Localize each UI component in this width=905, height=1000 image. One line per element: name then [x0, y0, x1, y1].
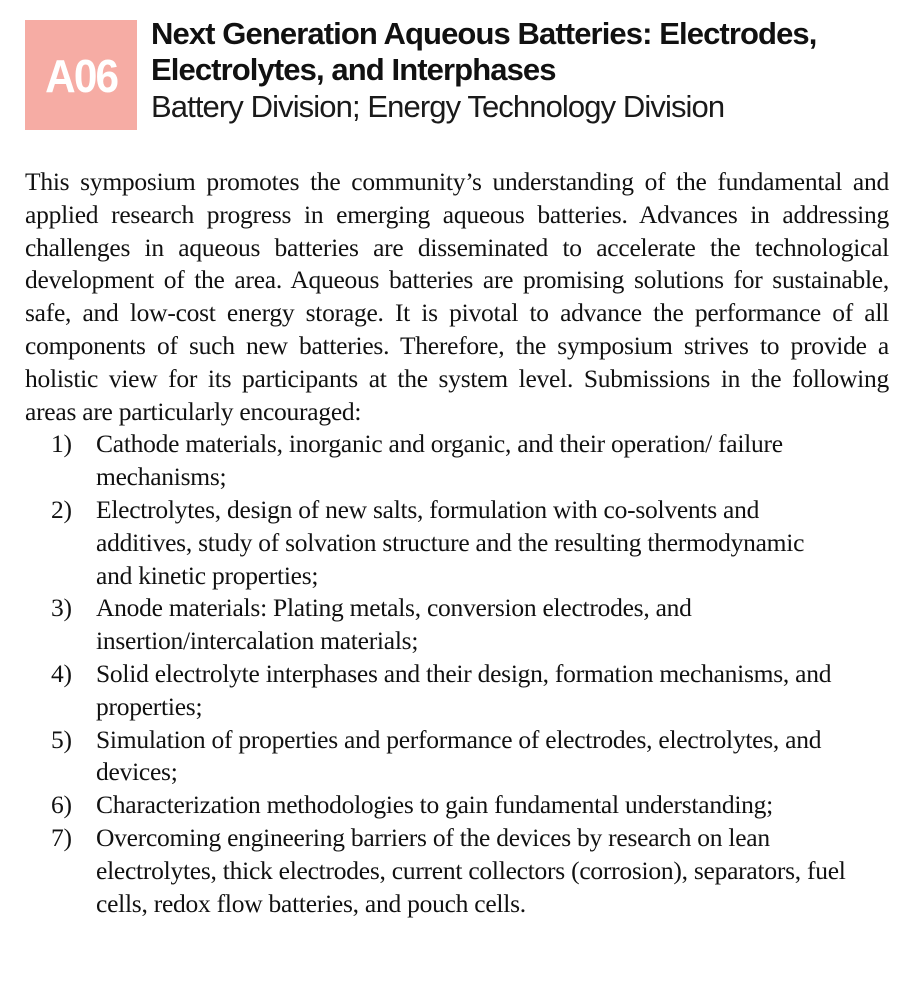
- list-item-number: 2): [51, 494, 72, 524]
- list-item-text: Characterization methodologies to gain fundamental understanding;: [96, 790, 774, 820]
- intro-paragraph: This symposium promotes the community’s understanding of the fundamental and applied research progress in emerging aqueous batteries. Advances in addressing challenges in aqueous batteries are disseminated to accelerate the technological development of the area. Aqueous batteries are promising solutions for sustainable, safe, and low-cost energy storage. It is pivotal to advance the performance of all components of such new batteries. Therefore, the symposium strives to provide a holistic view for its participants at the system level. Submissions in the following areas are particularly encouraged:: [25, 167, 889, 426]
- list-item-text: Anode materials: Plating metals, conversion electrodes, and insertion/intercalation materials;: [96, 593, 692, 656]
- list-item: [25, 592, 846, 658]
- list-item-text: Cathode materials, inorganic and organic, and their operation/ failure mechanisms;: [96, 429, 783, 492]
- symposium-title: Next Generation Aqueous Batteries: Electrodes, Electrolytes, and Interphases: [151, 16, 817, 87]
- symposium-header: [25, 16, 885, 130]
- topic-list: [25, 428, 889, 920]
- list-item-number: 5): [51, 724, 72, 754]
- list-item: [25, 428, 846, 494]
- division-subtitle: Battery Division; Energy Technology Division: [151, 89, 725, 124]
- list-item: [25, 822, 846, 920]
- list-item: [25, 724, 846, 790]
- list-item: [25, 789, 846, 822]
- list-item-number: 7): [51, 822, 72, 852]
- symposium-code-badge: [25, 20, 137, 130]
- list-item-number: 6): [51, 790, 72, 820]
- list-item: [25, 494, 846, 592]
- list-item-text: Solid electrolyte interphases and their design, formation mechanisms, and properties;: [96, 658, 832, 721]
- list-item-number: 4): [51, 658, 72, 688]
- list-item-number: 3): [51, 593, 72, 623]
- symposium-description: [25, 166, 889, 920]
- title-block: [151, 16, 891, 126]
- list-item-text: Simulation of properties and performance of electrodes, electrolytes, and devices;: [96, 724, 822, 787]
- symposium-code: A06: [44, 50, 118, 102]
- list-item-text: Overcoming engineering barriers of the devices by research on lean electrolytes, thick electrodes, current collectors (corrosion), separators, fuel cells, redox flow batteries, and pouch cells.: [96, 822, 846, 918]
- list-item-text: Electrolytes, design of new salts, formulation with co-solvents and additives, study of solvation structure and the resulting thermodynamic and kinetic properties;: [96, 494, 805, 590]
- list-item: [25, 658, 846, 724]
- list-item-number: 1): [51, 429, 72, 459]
